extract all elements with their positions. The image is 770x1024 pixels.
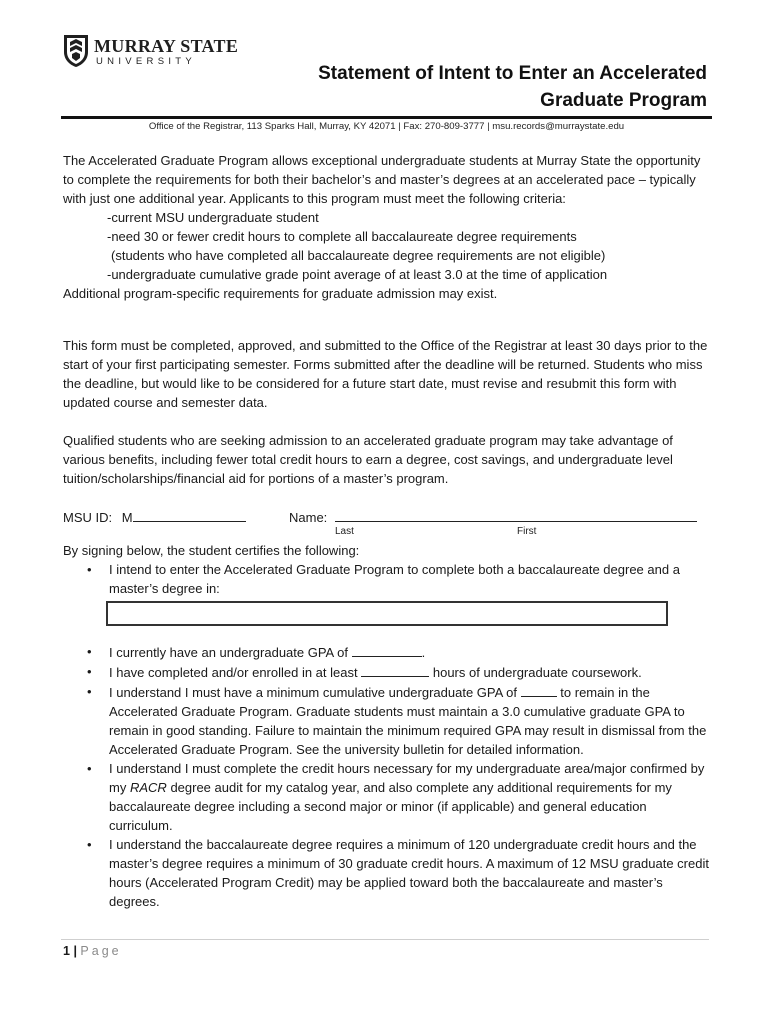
- bullet-icon: •: [87, 761, 92, 776]
- footer-separator: |: [73, 944, 77, 958]
- name-label: Name:: [289, 510, 328, 525]
- office-contact-line: Office of the Registrar, 113 Sparks Hall, Murray, KY 42071 | Fax: 270-809-3777 | msu.records@murraystate.edu: [148, 121, 625, 132]
- intro-paragraph: The Accelerated Graduate Program allows exceptional undergraduate students at Murray State the opportunity to complete the requirements for both their bachelor’s and master’s degrees at an accelerated pace – typically with just one additional year. Applicants to this program must meet the following criteria:: [63, 153, 701, 206]
- msu-id-label: MSU ID:: [63, 510, 113, 525]
- university-logo: [63, 34, 263, 74]
- credit-hours-field[interactable]: [361, 662, 429, 677]
- msu-id-field[interactable]: [133, 507, 246, 522]
- msu-id-row: [63, 507, 246, 525]
- bullet-text: I currently have an undergraduate GPA of: [109, 645, 348, 660]
- list-item: [63, 682, 713, 759]
- bullet-icon: •: [87, 562, 92, 577]
- benefits-paragraph: Qualified students who are seeking admission to an accelerated graduate program may take advantage of various benefits, including fewer total credit hours to earn a degree, cost savings, and undergraduate level tuition/scholarships/financial aid for portions of a master’s program.: [63, 433, 673, 486]
- page-number: 1: [63, 944, 70, 958]
- minimum-gpa-field[interactable]: [521, 682, 557, 697]
- certify-intro: By signing below, the student certifies the following:: [63, 543, 360, 558]
- footer-divider: [61, 939, 709, 940]
- criteria-item: -need 30 or fewer credit hours to complete all baccalaureate degree requirements: [107, 229, 577, 244]
- bullet-icon: •: [87, 684, 92, 699]
- title-line-1: Statement of Intent to Enter an Accelerated: [318, 63, 707, 84]
- list-item: [63, 560, 713, 598]
- list-item: [63, 835, 713, 911]
- bullet-icon: •: [87, 664, 92, 679]
- bullet-icon: •: [87, 837, 92, 852]
- bullet-text: I understand I must complete the credit hours necessary for my undergraduate area/major confirmed by my: [109, 761, 705, 795]
- name-row: [289, 507, 697, 525]
- first-name-caption: First: [517, 526, 537, 537]
- intro-section: [63, 151, 713, 303]
- criteria-item: -current MSU undergraduate student: [107, 210, 319, 225]
- title-line-2: Graduate Program: [540, 90, 707, 111]
- bullet-text: I intend to enter the Accelerated Graduate Program to complete both a baccalaureate degree and a master’s degree in:: [109, 562, 680, 596]
- masters-degree-field[interactable]: [106, 601, 668, 626]
- bullet-text: to remain in the Accelerated Graduate Program. Graduate students must maintain a 3.0 cumulative graduate GPA to remain in good standing. Failure to maintain the minimum required GPA may result in dismissal from the Accelerated Graduate Program. See the university bulletin for detailed information.: [109, 685, 707, 757]
- list-item: [63, 759, 713, 835]
- page-footer: [63, 944, 122, 958]
- bullet-icon: •: [87, 644, 92, 659]
- page-title: [247, 60, 707, 114]
- title-divider: [61, 116, 712, 119]
- current-gpa-field[interactable]: [352, 642, 422, 657]
- page-word: Page: [80, 944, 122, 958]
- criteria-item: -undergraduate cumulative grade point average of at least 3.0 at the time of application: [107, 267, 608, 282]
- bullet-text: .: [421, 645, 426, 660]
- bullet-text: degree audit for my catalog year, and also complete any additional requirements for my baccalaureate degree including a second major or minor (if applicable) and general education curriculum.: [109, 780, 672, 833]
- logo-subtitle: UNIVERSITY: [96, 56, 197, 67]
- last-name-caption: Last: [335, 526, 354, 537]
- racr-emphasis: RACR: [129, 780, 167, 795]
- bullet-text: I understand the baccalaureate degree requires a minimum of 120 undergraduate credit hours and the master’s degree requires a minimum of 30 graduate credit hours. A maximum of 12 MSU graduate credit hours (Accelerated Program Credit) may be applied toward both the baccalaureate and master’s degrees.: [109, 837, 709, 909]
- logo-wordmark: MURRAY STATE: [94, 36, 239, 56]
- deadline-paragraph: This form must be completed, approved, and submitted to the Office of the Registrar at least 30 days prior to the start of your first participating semester. Forms submitted after the deadline will be returned. Students who miss the deadline, but would like to be considered for a future start date, must revise and resubmit this form with updated course and semester data.: [63, 338, 708, 410]
- name-field[interactable]: [335, 507, 697, 522]
- criteria-item: (students who have completed all baccalaureate degree requirements are not eligible): [111, 248, 606, 263]
- msu-id-prefix: M: [121, 510, 133, 525]
- additional-requirements: Additional program-specific requirements for graduate admission may exist.: [63, 286, 498, 301]
- bullet-text: I have completed and/or enrolled in at least: [109, 665, 358, 680]
- shield-icon: [63, 34, 89, 68]
- list-item: [63, 662, 713, 682]
- bullet-text: hours of undergraduate coursework.: [432, 665, 642, 680]
- bullet-text: I understand I must have a minimum cumulative undergraduate GPA of: [109, 685, 518, 700]
- list-item: [63, 642, 713, 662]
